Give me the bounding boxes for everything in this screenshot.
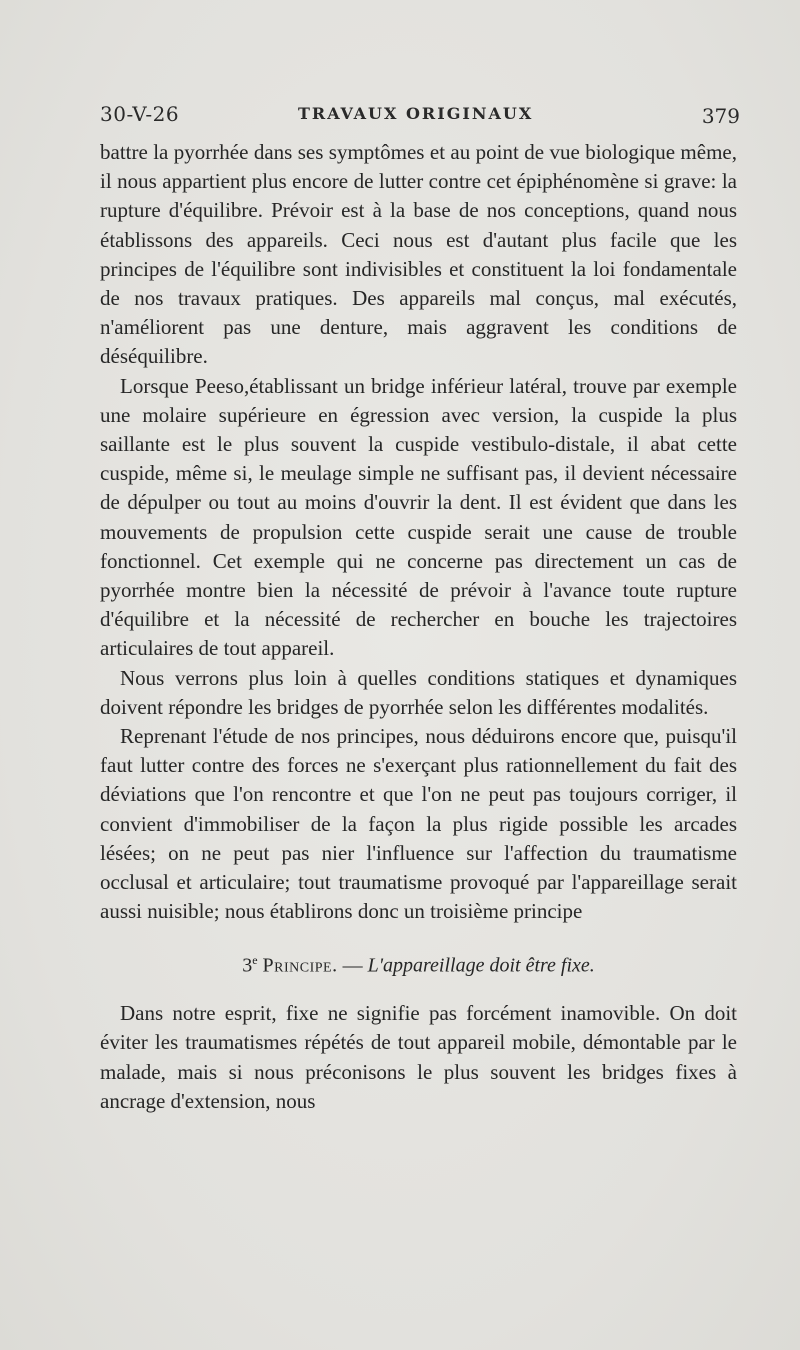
principle-heading bbox=[100, 946, 737, 981]
paragraph-fixed-meaning: Dans notre esprit, fixe ne signifie pas forcément inamovible. On doit éviter les traumatismes répétés de tout appareil mobile, démontable par le malade, mais si nous préconisons le plus souvent les bridges fixes à ancrage d'extension, nous bbox=[100, 1001, 737, 1113]
principle-number: 3 bbox=[242, 955, 253, 978]
page-number: 379 bbox=[701, 104, 740, 128]
principle-dash: — bbox=[342, 955, 363, 978]
principle-ordinal-suffix: e bbox=[252, 953, 258, 968]
principle-statement: L'appareillage doit être fixe. bbox=[367, 955, 595, 978]
paragraph-continuation: battre la pyorrhée dans ses symptômes et au point de vue biologique même, il nous appartient plus encore de lutter contre cet épiphénomène si grave: la rupture d'équilibre. Prévoir est à la base de nos conceptions, quand nous établissons des appareils. Ceci nous est d'autant plus facile que les principes de l'équilibre sont indivisibles et constituent la loi fondamentale de nos travaux pratiques. Des appareils mal conçus, mal exécutés, n'améliorent pas une denture, mais aggravent les conditions de déséquilibre. bbox=[100, 140, 737, 369]
running-header bbox=[100, 100, 740, 130]
paragraph-third-principle-intro: Reprenant l'étude de nos principes, nous déduirons encore que, puisqu'il faut lutter contre des forces ne s'exerçant plus rationnellement du fait des déviations que l'on rencontre et que l'on ne peut pas toujours corriger, il convient d'immobiliser de la façon la plus rigide possible les arcades lésées; on ne peut pas nier l'influence sur l'affection du traumatisme occlusal et articulaire; tout traumatisme provoqué par l'appareillage serait aussi nuisible; nous établirons donc un troisième principe bbox=[100, 724, 737, 924]
issue-date: 30-V-26 bbox=[100, 102, 180, 126]
principle-label: Principe. bbox=[262, 955, 338, 978]
paragraph-peeso-example: Lorsque Peeso,établissant un bridge inférieur latéral, trouve par exemple une molaire supérieure en égression avec version, la cuspide la plus saillante est le plus souvent la cuspide vestibulo-distale, il abat cette cuspide, même si, le meulage simple ne suffisant pas, il devient nécessaire de dépulper ou tout au moins d'ouvrir la dent. Il est évident que dans les mouvements de propulsion cette cuspide serait une cause de trouble fonctionnel. Cet exemple qui ne concerne pas directement un cas de pyorrhée montre bien la nécessité de prévoir à l'avance toute rupture d'équilibre et la nécessité de rechercher en bouche les trajectoires articulaires de tout appareil. bbox=[100, 373, 737, 661]
body-text bbox=[100, 138, 737, 1116]
paragraph-static-dynamic: Nous verrons plus loin à quelles conditions statiques et dynamiques doivent répondre les bridges de pyorrhée selon les différentes modalités. bbox=[100, 665, 737, 719]
section-title: TRAVAUX ORIGINAUX bbox=[298, 104, 534, 123]
